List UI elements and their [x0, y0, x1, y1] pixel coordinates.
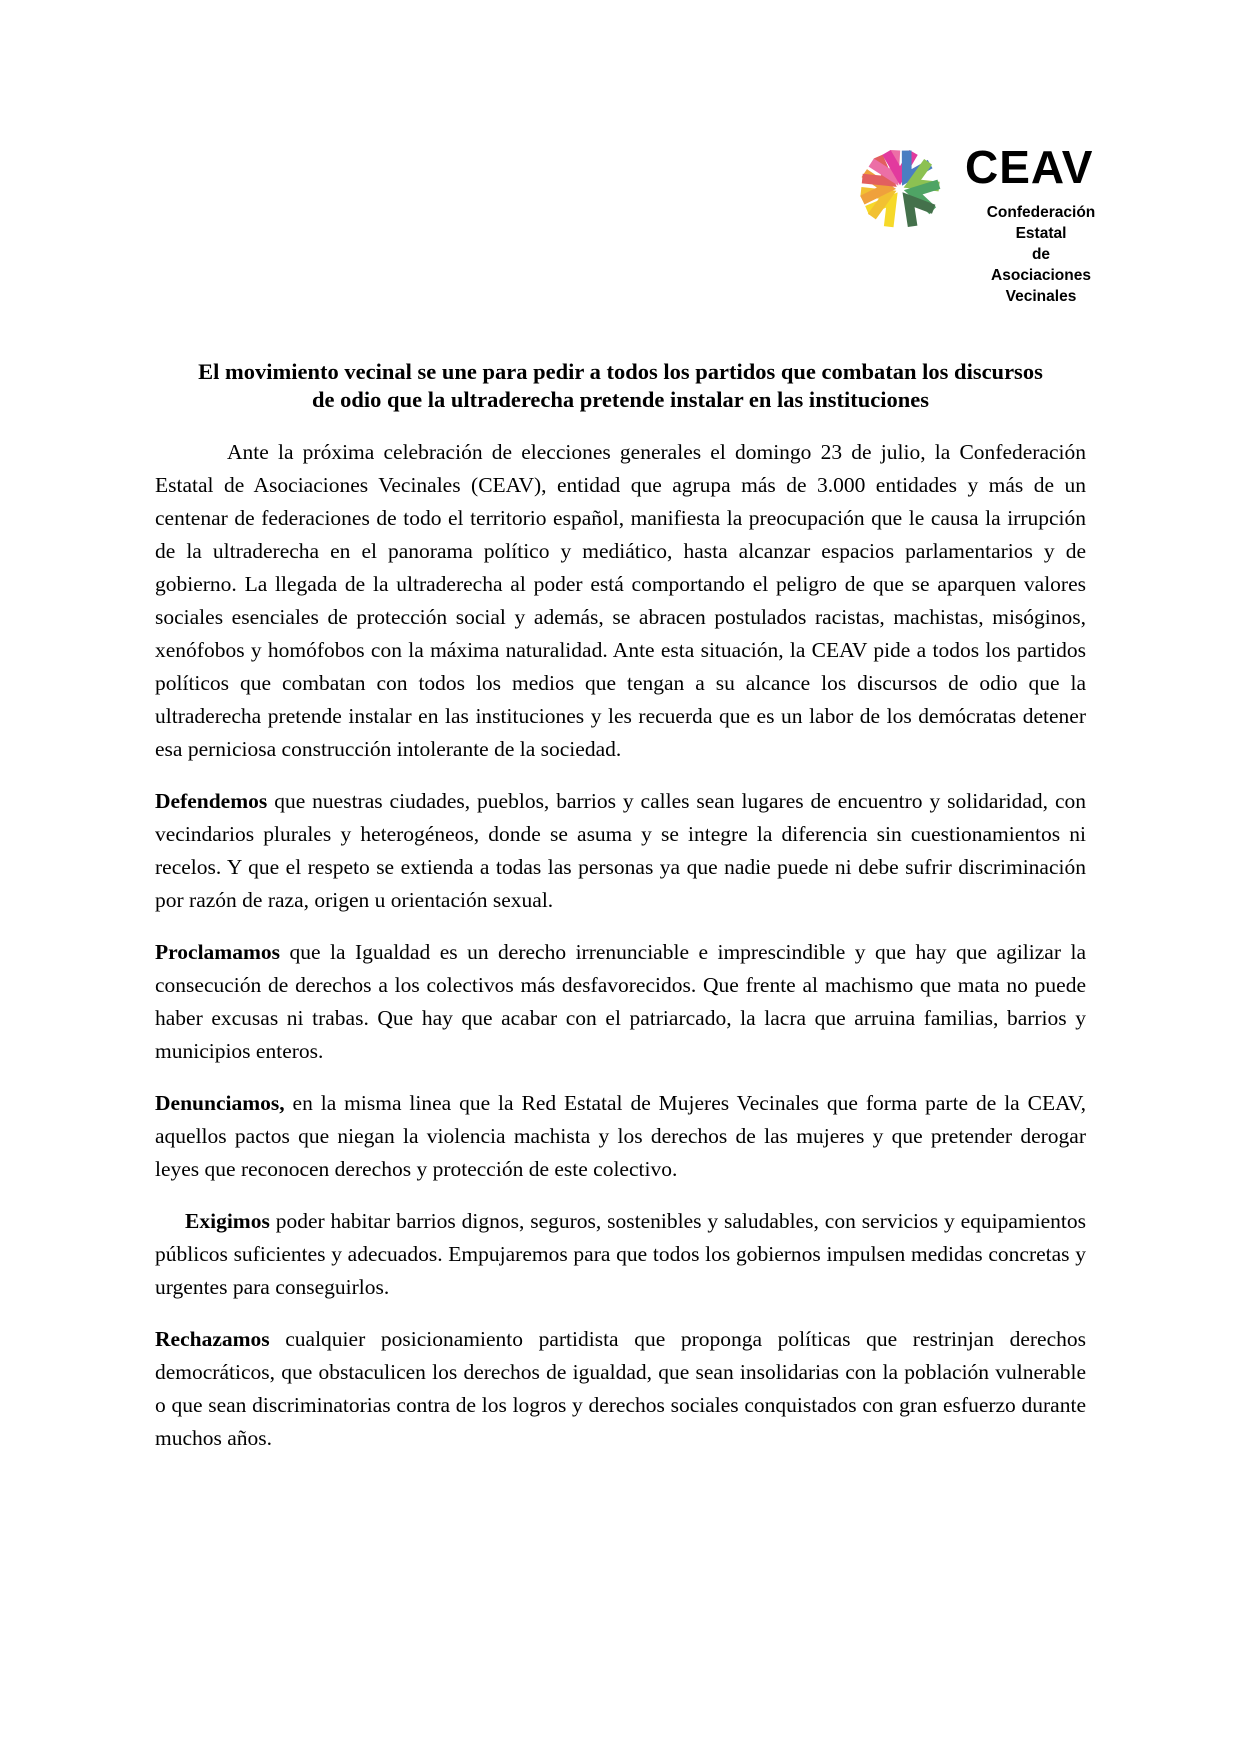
ceav-org-line1: Confederación Estatal	[986, 204, 1096, 242]
ceav-org-line2: de	[1031, 246, 1051, 263]
paragraph-text: poder habitar barrios dignos, seguros, sostenibles y saludables, con servicios y equipamientos públicos suficientes y adecuados. Empujaremos para que todos los gobiernos impulsen medidas concretas y urgentes para conseguirlos.	[155, 1209, 1086, 1299]
paragraph-proclamamos	[155, 936, 1086, 1068]
ceav-logo-text	[965, 134, 1117, 307]
paragraph-text: en la misma linea que la Red Estatal de Mujeres Vecinales que forma parte de la CEAV, aquellos pactos que niegan la violencia machista y los derechos de las mujeres y que pretender derogar leyes que reconocen derechos y protección de este colectivo.	[155, 1091, 1086, 1181]
ceav-acronym: CEAV	[965, 141, 1094, 193]
paragraph-lead-word: Exigimos	[185, 1209, 270, 1233]
paragraph-text: que la Igualdad es un derecho irrenunciable e imprescindible y que hay que agilizar la consecución de derechos a los colectivos más desfavorecidos. Que frente al machismo que mata no puede haber excusas ni trabas. Que hay que acabar con el patriarcado, la lacra que arruina familias, barrios y municipios enteros.	[155, 940, 1086, 1063]
ceav-logo-burst-icon	[841, 134, 959, 256]
ceav-logo	[841, 134, 1117, 307]
paragraph-lead-word: Defendemos	[155, 789, 268, 813]
ceav-org-line3: Asociaciones Vecinales	[991, 267, 1091, 305]
intro-paragraph: Ante la próxima celebración de elecciones generales el domingo 23 de julio, la Confederación Estatal de Asociaciones Vecinales (CEAV), entidad que agrupa más de 3.000 entidades y más de un centenar de federaciones de todo el territorio español, manifiesta la preocupación que le causa la irrupción de la ultraderecha en el panorama político y mediático, hasta alcanzar espacios parlamentarios y de gobierno. La llegada de la ultraderecha al poder está comportando el peligro de que se aparquen valores sociales esenciales de protección social y además, se abracen postulados racistas, machistas, misóginos, xenófobos y homófobos con la máxima naturalidad. Ante esta situación, la CEAV pide a todos los partidos políticos que combatan con todos los medios que tengan a su alcance los discursos de odio que la ultraderecha pretende instalar en las instituciones y les recuerda que es un labor de los demócratas detener esa perniciosa construcción intolerante de la sociedad.	[155, 440, 1086, 761]
paragraph-lead-word: Denunciamos,	[155, 1091, 285, 1115]
document-title: El movimiento vecinal se une para pedir a todos los partidos que combatan los discursos de odio que la ultraderecha pretende instalar en las instituciones	[198, 359, 1043, 412]
ceav-org-name	[965, 202, 1117, 307]
paragraph-text: que nuestras ciudades, pueblos, barrios y calles sean lugares de encuentro y solidaridad, con vecindarios plurales y heterogéneos, donde se asuma y se integre la diferencia sin cuestionamientos ni recelos. Y que el respeto se extienda a todas las personas ya que nadie puede ni debe sufrir discriminación por razón de raza, origen u orientación sexual.	[155, 789, 1086, 912]
paragraph-defendemos	[155, 785, 1086, 917]
paragraph-exigimos	[155, 1205, 1086, 1304]
paragraph-denunciamos	[155, 1087, 1086, 1186]
paragraph-lead-word: Rechazamos	[155, 1327, 270, 1351]
document-content	[155, 358, 1086, 1474]
paragraph-text: cualquier posicionamiento partidista que proponga políticas que restrinjan derechos democráticos, que obstaculicen los derechos de igualdad, que sean insolidarias con la población vulnerable o que sean discriminatorias contra de los logros y derechos sociales conquistados con gran esfuerzo durante muchos años.	[155, 1327, 1086, 1450]
paragraph-rechazamos	[155, 1323, 1086, 1455]
paragraph-lead-word: Proclamamos	[155, 940, 280, 964]
